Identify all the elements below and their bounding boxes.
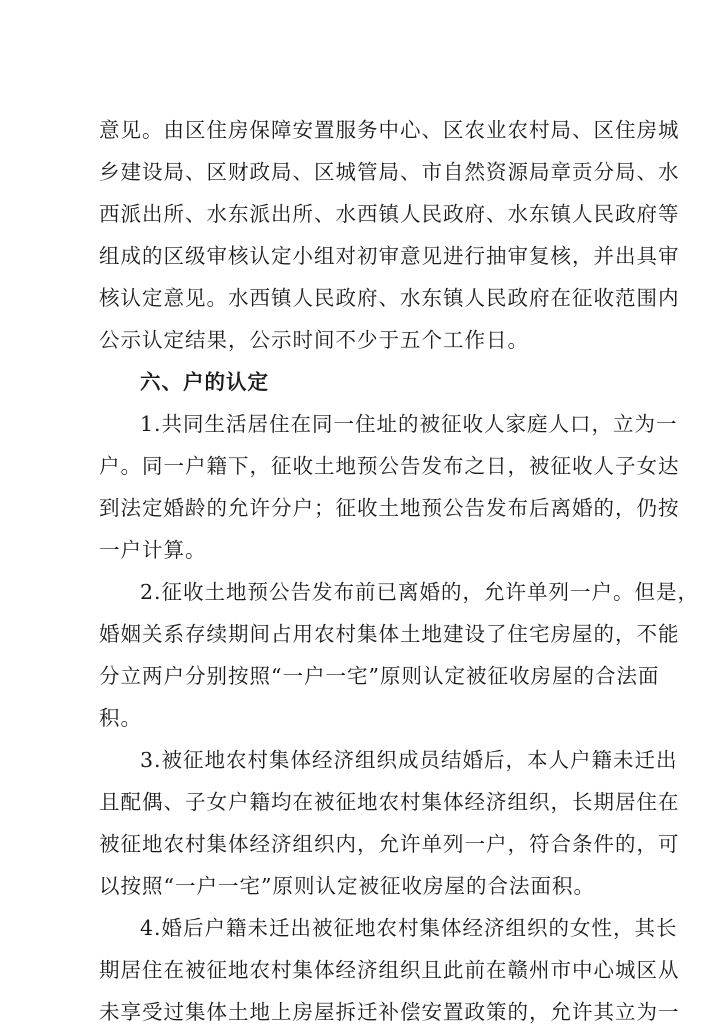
- section-heading: 六、户的认定: [140, 370, 269, 394]
- paragraph-first-line: 1.共同生活居住在同一住址的被征收人家庭人口，立为一: [140, 412, 678, 436]
- text-line: 期居住在被征地农村集体经济组织且此前在赣州市中心城区从: [99, 958, 680, 982]
- text-line: 一户计算。: [99, 538, 207, 562]
- text-line: 组成的区级审核认定小组对初审意见进行抽审复核，并出具审: [99, 244, 680, 268]
- text-line: 被征地农村集体经济组织内，允许单列一户，符合条件的，可: [99, 832, 680, 856]
- text-line: 以按照“一户一宅”原则认定被征收房屋的合法面积。: [99, 874, 595, 898]
- text-line: 积。: [99, 706, 142, 730]
- text-line: 且配偶、子女户籍均在被征地农村集体经济组织，长期居住在: [99, 790, 680, 814]
- text-line: 公示认定结果，公示时间不少于五个工作日。: [99, 328, 529, 352]
- text-line: 户。同一户籍下，征收土地预公告发布之日，被征收人子女达: [99, 454, 680, 478]
- paragraph-first-line: 2.征收土地预公告发布前已离婚的，允许单列一户。但是，: [140, 580, 700, 604]
- text-line: 西派出所、水东派出所、水西镇人民政府、水东镇人民政府等: [99, 202, 680, 226]
- text-line: 婚姻关系存续期间占用农村集体土地建设了住宅房屋的，不能: [99, 622, 680, 646]
- text-line: 分立两户分别按照“一户一宅”原则认定被征收房屋的合法面: [99, 664, 660, 688]
- paragraph-first-line: 4.婚后户籍未迁出被征地农村集体经济组织的女性，其长: [140, 916, 678, 940]
- text-line: 到法定婚龄的允许分户；征收土地预公告发布后离婚的，仍按: [99, 496, 680, 520]
- text-line: 意见。由区住房保障安置服务中心、区农业农村局、区住房城: [99, 118, 680, 142]
- paragraph-first-line: 3.被征地农村集体经济组织成员结婚后，本人户籍未迁出: [140, 748, 678, 772]
- text-line: 乡建设局、区财政局、区城管局、市自然资源局章贡分局、水: [99, 160, 680, 184]
- text-line: 未享受过集体土地上房屋拆迁补偿安置政策的，允许其立为一: [99, 1000, 680, 1024]
- text-line: 核认定意见。水西镇人民政府、水东镇人民政府在征收范围内: [99, 286, 680, 310]
